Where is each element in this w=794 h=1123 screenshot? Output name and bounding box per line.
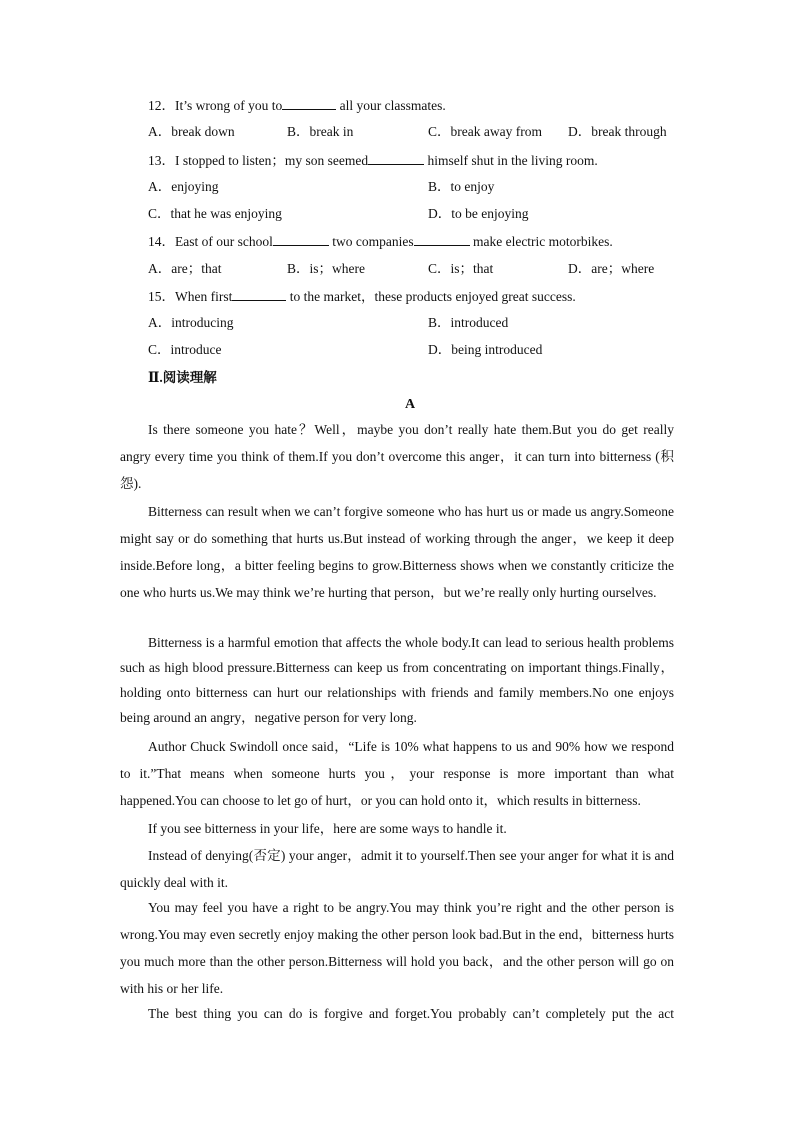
option-b: B．introduced (428, 315, 509, 330)
option-d: D．break through (568, 124, 667, 139)
option-d: D．to be enjoying (428, 206, 529, 221)
question-15-stem-end: to the market，these products enjoyed great success. (286, 289, 576, 304)
option-d: D．are；where (568, 261, 655, 276)
passage-paragraph: Bitterness is a harmful emotion that affects the whole body.It can lead to serious health problems such as high blood pressure.Bitterness can keep us from concentrating on important things.Finally，holding onto bitterness can hurt our relationships with friends and family members.No one enjoys being around an angry，negative person for very long. (120, 635, 674, 725)
option-d: D．being introduced (428, 342, 543, 357)
option-c: C．is；that (428, 261, 494, 276)
option-b: B．to enjoy (428, 179, 495, 194)
passage-paragraph: Author Chuck Swindoll once said，“Life is 10% what happens to us and 90% how we respond to it.”That means when someone hurts you，your response is more important than what happened.You can choose to let go of hurt，or you can hold onto it，which results in bitterness. (120, 739, 674, 808)
question-13-stem-start: 13．I stopped to listen；my son seemed (148, 153, 369, 168)
question-13 (148, 152, 598, 169)
option-a: A．break down (148, 124, 235, 139)
question-14-stem-middle: two companies (328, 234, 414, 249)
passage-paragraph: Instead of denying(否定) your anger，admit it to yourself.Then see your anger for what it is and quickly deal with it. (120, 848, 674, 890)
answer-blank (414, 233, 470, 246)
passage-paragraph: Bitterness can result when we can’t forgive someone who has hurt us or made us angry.Someone might say or do something that hurts us.But instead of working through the anger，we keep it deep inside.Before long，a bitter feeling begins to grow.Bitterness shows when we constantly criticize the one who hurts us.We may think we’re hurting that person，but we’re really only hurting ourselves. (120, 504, 674, 600)
option-c: C．break away from (428, 124, 542, 139)
question-14-stem-end: make electric motorbikes. (469, 234, 613, 249)
passage-paragraph: The best thing you can do is forgive and forget.You probably can’t completely put the act (148, 1006, 674, 1021)
question-15-stem-start: 15．When first (148, 289, 233, 304)
question-12-stem-start: 12．It’s wrong of you to (148, 98, 283, 113)
question-12 (148, 97, 446, 114)
option-a: A．enjoying (148, 179, 219, 194)
option-c: C．introduce (148, 342, 222, 357)
option-a: A．are；that (148, 261, 222, 276)
passage-paragraph: If you see bitterness in your life，here are some ways to handle it. (148, 821, 507, 836)
question-12-stem-end: all your classmates. (336, 98, 446, 113)
option-c: C．that he was enjoying (148, 206, 282, 221)
option-a: A．introducing (148, 315, 234, 330)
passage-paragraph: You may feel you have a right to be angry.You may think you’re right and the other person is wrong.You may even secretly enjoy making the other person look bad.But in the end，bitterness hurts you much more than the other person.Bitterness will hold you back，and the other person will go on with his or her life. (120, 900, 674, 996)
option-b: B．break in (287, 124, 354, 139)
passage-title: A (404, 397, 416, 412)
answer-blank (368, 152, 424, 165)
section-heading: Ⅱ.阅读理解 (148, 370, 217, 385)
question-15 (148, 288, 576, 305)
answer-blank (232, 288, 286, 301)
question-14-stem-start: 14．East of our school (148, 234, 273, 249)
question-13-stem-end: himself shut in the living room. (424, 153, 598, 168)
passage-paragraph: Is there someone you hate？Well，maybe you don’t really hate them.But you do get really angry every time you think of them.If you don’t overcome this anger，it can turn into bitterness (积怨). (120, 422, 674, 491)
answer-blank (273, 233, 329, 246)
option-b: B．is；where (287, 261, 365, 276)
answer-blank (282, 97, 336, 110)
question-14 (148, 233, 613, 250)
